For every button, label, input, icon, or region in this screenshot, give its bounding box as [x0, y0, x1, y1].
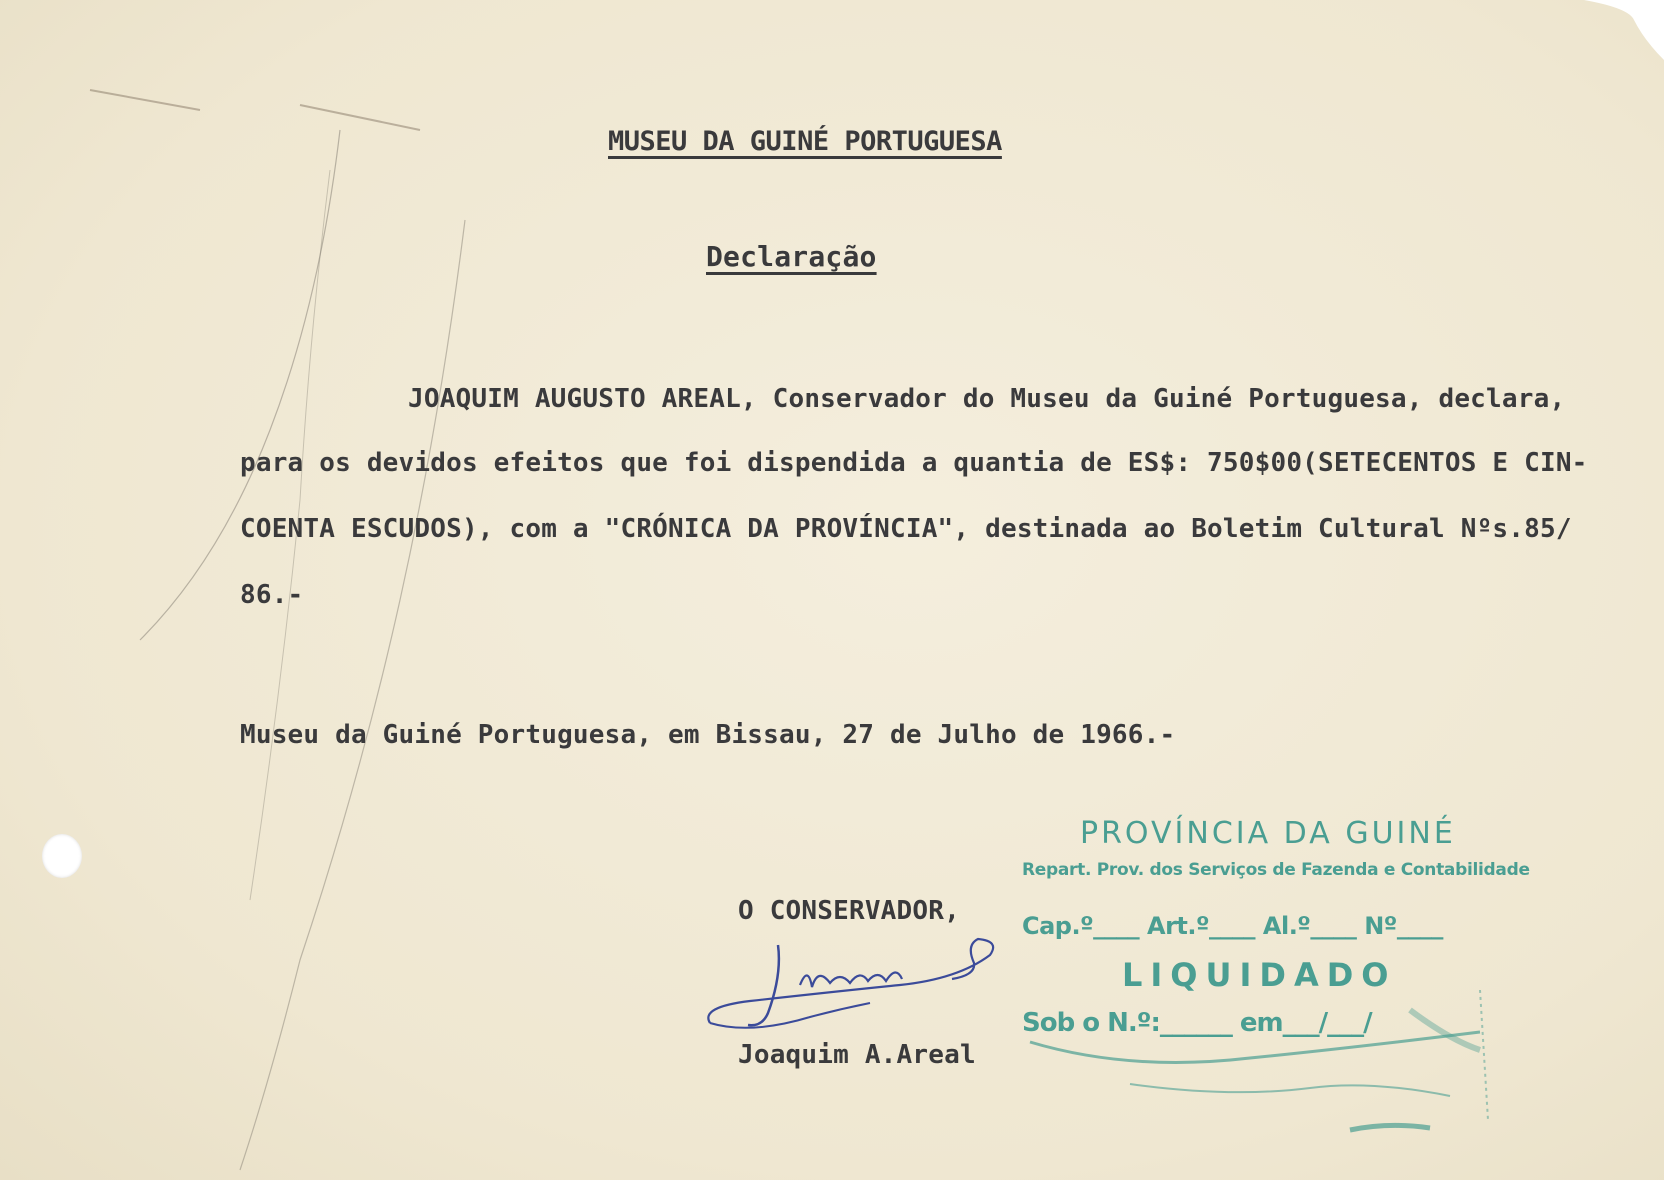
- body-line-4: 86.-: [240, 580, 304, 610]
- stamp-sob-field: Sob o N.º:______ em___/___/: [1022, 1008, 1372, 1038]
- stamp-fields: Cap.º____ Art.º____ Al.º____ Nº____: [1022, 912, 1443, 940]
- place-date-line: Museu da Guiné Portuguesa, em Bissau, 27 de Julho de 1966.-: [240, 720, 1176, 750]
- signatory-name: Joaquim A.Areal: [738, 1040, 976, 1070]
- punch-hole: [42, 834, 82, 878]
- stamp-title: PROVÍNCIA DA GUINÉ: [1080, 816, 1456, 851]
- handwritten-signature: [690, 925, 1020, 1040]
- torn-corner: [1584, 0, 1664, 60]
- body-line-3: COENTA ESCUDOS), com a "CRÓNICA DA PROVÍNCIA", destinada ao Boletim Cultural Nºs.85/: [240, 514, 1572, 544]
- stamp-subtitle: Repart. Prov. dos Serviços de Fazenda e Contabilidade: [1022, 860, 1530, 880]
- stamp-status: LIQUIDADO: [1122, 956, 1397, 994]
- declaration-title: Declaração: [706, 240, 877, 273]
- body-line-1: JOAQUIM AUGUSTO AREAL, Conservador do Museu da Guiné Portuguesa, declara,: [408, 384, 1566, 414]
- body-line-2: para os devidos efeitos que foi dispendida a quantia de ES$: 750$00(SETECENTOS E CIN-: [240, 448, 1588, 478]
- signatory-title: O CONSERVADOR,: [738, 896, 960, 926]
- official-stamp: [1010, 810, 1530, 1140]
- museum-heading: MUSEU DA GUINÉ PORTUGUESA: [608, 126, 1002, 157]
